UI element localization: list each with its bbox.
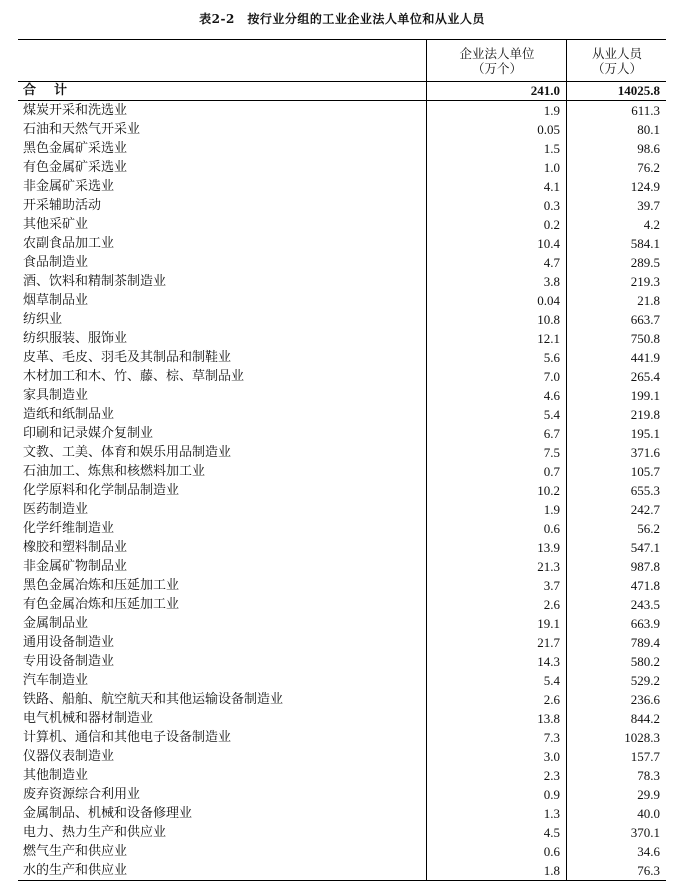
table-title: 表2-2 按行业分组的工业企业法人单位和从业人员 <box>199 12 485 26</box>
units-value: 5.4 <box>543 407 560 422</box>
industry-name: 食品制造业 <box>23 255 89 270</box>
employees-value: 789.4 <box>630 635 660 650</box>
employees-value: 611.3 <box>631 103 660 118</box>
header-units <box>426 40 567 81</box>
employees-value: 29.9 <box>637 787 660 802</box>
employees-value: 195.1 <box>630 426 660 441</box>
employees-value: 34.6 <box>637 844 660 859</box>
units-value: 0.05 <box>537 122 560 137</box>
units-value: 14.3 <box>537 654 560 669</box>
employees-value: 39.7 <box>637 198 660 213</box>
industry-name: 电气机械和器材制造业 <box>23 711 154 726</box>
table-row <box>18 500 666 519</box>
table-row <box>18 443 666 462</box>
employees-value: 124.9 <box>630 179 660 194</box>
table-row <box>18 766 666 785</box>
header-units-label: 企业法人单位 <box>459 45 535 61</box>
units-value: 0.3 <box>543 198 560 213</box>
table-row <box>18 310 666 329</box>
table-row <box>18 291 666 310</box>
industry-name: 农副食品加工业 <box>23 236 115 251</box>
industry-name: 橡胶和塑料制品业 <box>23 540 128 555</box>
industry-name: 家具制造业 <box>23 388 89 403</box>
units-value: 13.9 <box>537 540 560 555</box>
units-value: 6.7 <box>543 426 560 441</box>
industry-name: 化学原料和化学制品制造业 <box>23 483 180 498</box>
units-value: 1.9 <box>543 502 560 517</box>
units-value: 1.0 <box>543 160 560 175</box>
total-row <box>18 82 666 101</box>
units-value: 0.2 <box>543 217 560 232</box>
industry-name: 石油和天然气开采业 <box>23 122 141 137</box>
table-row <box>18 785 666 804</box>
industry-name: 印刷和记录媒介复制业 <box>23 426 154 441</box>
employees-value: 80.1 <box>637 122 660 137</box>
industry-name: 煤炭开采和洗选业 <box>23 103 128 118</box>
table-row <box>18 519 666 538</box>
units-value: 10.2 <box>537 483 560 498</box>
table-row <box>18 158 666 177</box>
table-row <box>18 101 666 120</box>
industry-name: 黑色金属矿采选业 <box>23 141 128 156</box>
units-value: 2.3 <box>543 768 560 783</box>
units-value: 7.0 <box>543 369 560 384</box>
table-row <box>18 348 666 367</box>
employees-value: 441.9 <box>630 350 660 365</box>
total-units: 241.0 <box>530 83 560 98</box>
industry-name: 烟草制品业 <box>23 293 89 308</box>
table-row <box>18 424 666 443</box>
employees-value: 663.9 <box>630 616 660 631</box>
units-value: 0.7 <box>543 464 560 479</box>
industry-name: 废弃资源综合利用业 <box>23 787 141 802</box>
industry-name: 医药制造业 <box>23 502 89 517</box>
table-row <box>18 728 666 747</box>
table-row <box>18 462 666 481</box>
header-units-unit: （万个） <box>471 60 522 76</box>
employees-value: 547.1 <box>630 540 660 555</box>
table-row <box>18 671 666 690</box>
industry-name: 有色金属矿采选业 <box>23 160 128 175</box>
units-value: 21.7 <box>537 635 560 650</box>
industry-name: 皮革、毛皮、羽毛及其制品和制鞋业 <box>23 350 232 365</box>
industry-name: 纺织业 <box>23 312 63 327</box>
header-employees-label: 从业人员 <box>591 45 642 61</box>
industry-name: 酒、饮料和精制茶制造业 <box>23 274 167 289</box>
employees-value: 580.2 <box>630 654 660 669</box>
table-row <box>18 842 666 861</box>
table-row <box>18 823 666 842</box>
industry-name: 非金属矿采选业 <box>23 179 115 194</box>
employees-value: 4.2 <box>643 217 660 232</box>
employees-value: 78.3 <box>637 768 660 783</box>
units-value: 5.6 <box>543 350 560 365</box>
table-row <box>18 405 666 424</box>
table-row <box>18 709 666 728</box>
table-row <box>18 253 666 272</box>
industry-name: 其他采矿业 <box>23 217 89 232</box>
units-value: 7.5 <box>543 445 560 460</box>
employees-value: 76.3 <box>637 863 660 878</box>
industry-name: 有色金属冶炼和压延加工业 <box>23 597 180 612</box>
units-value: 10.4 <box>537 236 560 251</box>
industry-name: 文教、工美、体育和娱乐用品制造业 <box>23 445 232 460</box>
total-label: 合计 <box>23 83 86 98</box>
table-row <box>18 139 666 158</box>
table-row <box>18 614 666 633</box>
table-row <box>18 177 666 196</box>
units-value: 1.9 <box>543 103 560 118</box>
industry-name: 纺织服装、服饰业 <box>23 331 128 346</box>
table-row <box>18 633 666 652</box>
table-body <box>18 82 666 880</box>
table-row <box>18 234 666 253</box>
table-row <box>18 652 666 671</box>
industry-name: 通用设备制造业 <box>23 635 115 650</box>
employees-value: 56.2 <box>637 521 660 536</box>
units-value: 1.5 <box>543 141 560 156</box>
employees-value: 242.7 <box>630 502 660 517</box>
employees-value: 584.1 <box>630 236 660 251</box>
table-row <box>18 367 666 386</box>
total-employees: 14025.8 <box>617 83 660 98</box>
employees-value: 219.8 <box>630 407 660 422</box>
table-row <box>18 595 666 614</box>
units-value: 2.6 <box>543 597 560 612</box>
employees-value: 21.8 <box>637 293 660 308</box>
units-value: 4.5 <box>543 825 560 840</box>
industry-name: 黑色金属冶炼和压延加工业 <box>23 578 180 593</box>
employees-value: 750.8 <box>630 331 660 346</box>
employees-value: 105.7 <box>630 464 660 479</box>
units-value: 3.7 <box>543 578 560 593</box>
header-employees-unit: （万人） <box>591 60 642 76</box>
industry-name: 化学纤维制造业 <box>23 521 115 536</box>
units-value: 2.6 <box>543 692 560 707</box>
units-value: 13.8 <box>537 711 560 726</box>
employees-value: 370.1 <box>630 825 660 840</box>
units-value: 10.8 <box>537 312 560 327</box>
employees-value: 471.8 <box>630 578 660 593</box>
employees-value: 529.2 <box>630 673 660 688</box>
industry-name: 燃气生产和供应业 <box>23 844 128 859</box>
units-value: 7.3 <box>543 730 560 745</box>
employees-value: 98.6 <box>637 141 660 156</box>
table-row <box>18 804 666 823</box>
units-value: 1.8 <box>543 863 560 878</box>
employees-value: 243.5 <box>630 597 660 612</box>
employees-value: 289.5 <box>630 255 660 270</box>
table-row <box>18 120 666 139</box>
units-value: 5.4 <box>543 673 560 688</box>
units-value: 4.6 <box>543 388 560 403</box>
employees-value: 219.3 <box>630 274 660 289</box>
table-row <box>18 690 666 709</box>
employees-value: 157.7 <box>630 749 660 764</box>
industry-name: 水的生产和供应业 <box>23 863 128 878</box>
industry-name: 汽车制造业 <box>23 673 89 688</box>
units-value: 0.6 <box>543 844 560 859</box>
table-row <box>18 538 666 557</box>
industry-name: 开采辅助活动 <box>23 198 102 213</box>
table-row <box>18 481 666 500</box>
table-row <box>18 215 666 234</box>
table-row <box>18 329 666 348</box>
units-value: 3.8 <box>543 274 560 289</box>
industry-name: 造纸和纸制品业 <box>23 407 115 422</box>
employees-value: 844.2 <box>630 711 660 726</box>
employees-value: 655.3 <box>630 483 660 498</box>
employees-value: 236.6 <box>630 692 660 707</box>
table-row <box>18 747 666 766</box>
employees-value: 987.8 <box>630 559 660 574</box>
employees-value: 40.0 <box>637 806 660 821</box>
industry-name: 石油加工、炼焦和核燃料加工业 <box>23 464 206 479</box>
table-row <box>18 557 666 576</box>
employees-value: 371.6 <box>630 445 660 460</box>
employees-value: 265.4 <box>630 369 660 384</box>
units-value: 1.3 <box>543 806 560 821</box>
employees-value: 76.2 <box>637 160 660 175</box>
units-value: 4.7 <box>543 255 560 270</box>
table-row <box>18 861 666 880</box>
data-table <box>18 39 666 881</box>
table-row <box>18 386 666 405</box>
units-value: 0.04 <box>537 293 560 308</box>
industry-name: 铁路、船舶、航空航天和其他运输设备制造业 <box>23 692 284 707</box>
units-value: 19.1 <box>537 616 560 631</box>
employees-value: 663.7 <box>630 312 660 327</box>
table-row <box>18 272 666 291</box>
industry-name: 计算机、通信和其他电子设备制造业 <box>23 730 232 745</box>
header-employees <box>566 40 667 81</box>
table-header <box>18 40 666 82</box>
industry-name: 其他制造业 <box>23 768 89 783</box>
industry-name: 非金属矿物制品业 <box>23 559 128 574</box>
industry-name: 木材加工和木、竹、藤、棕、草制品业 <box>23 369 245 384</box>
industry-name: 仪器仪表制造业 <box>23 749 115 764</box>
employees-value: 1028.3 <box>624 730 660 745</box>
industry-name: 专用设备制造业 <box>23 654 115 669</box>
units-value: 4.1 <box>543 179 560 194</box>
units-value: 0.6 <box>543 521 560 536</box>
units-value: 0.9 <box>543 787 560 802</box>
table-row <box>18 576 666 595</box>
units-value: 12.1 <box>537 331 560 346</box>
units-value: 3.0 <box>543 749 560 764</box>
table-row <box>18 196 666 215</box>
industry-name: 电力、热力生产和供应业 <box>23 825 167 840</box>
employees-value: 199.1 <box>630 388 660 403</box>
industry-name: 金属制品业 <box>23 616 89 631</box>
units-value: 21.3 <box>537 559 560 574</box>
industry-name: 金属制品、机械和设备修理业 <box>23 806 193 821</box>
